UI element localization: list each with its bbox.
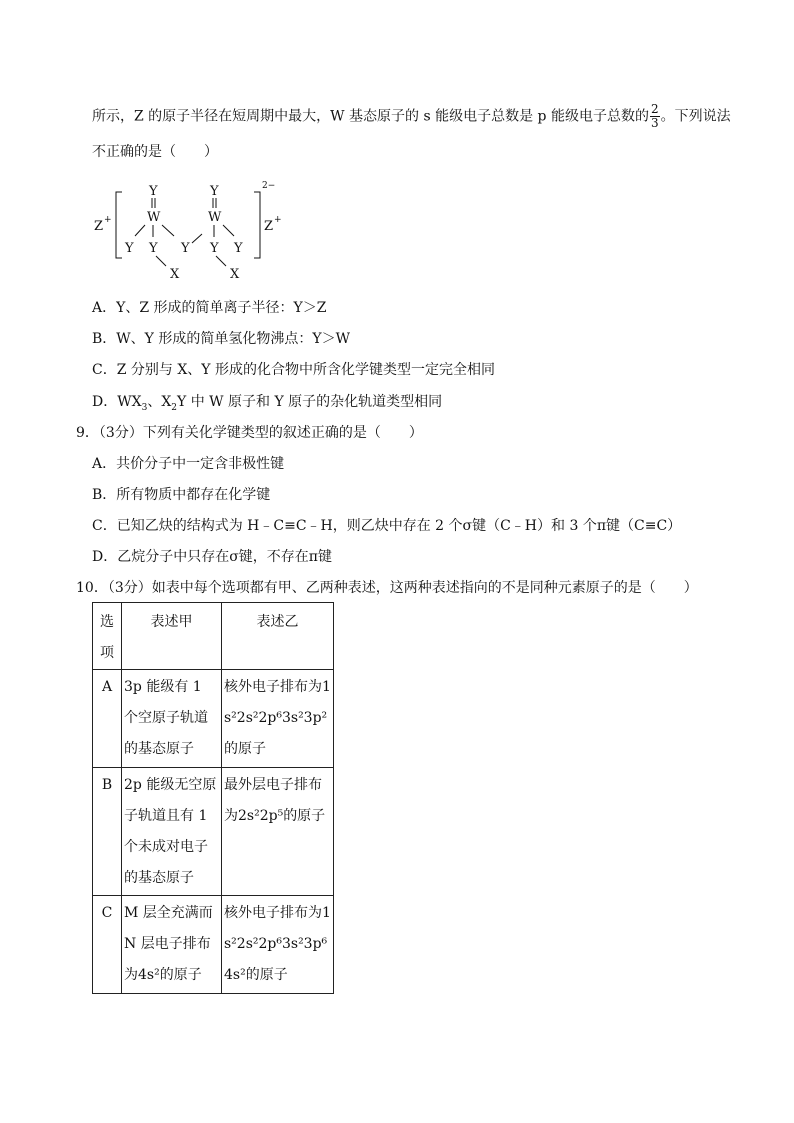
row-yi-cell <box>222 896 334 994</box>
atom-y-left-1: Y <box>125 241 134 256</box>
q8-option-c[interactable]: C．Z 分别与 X、Y 形成的化合物中所含化学键类型一定完全相同 <box>92 362 495 378</box>
table-row <box>93 768 334 896</box>
table-header-row <box>93 603 334 670</box>
q9-option-c[interactable]: C．已知乙炔的结构式为 H﹣C≡C﹣H，则乙炔中存在 2 个σ键（C﹣H）和 3 个π键（C≡C） <box>92 518 682 534</box>
option-d-sub: 3 <box>141 402 148 413</box>
header-yi: 表述乙 <box>222 603 334 670</box>
q8-stem-tail: 。下列说法 <box>660 108 731 125</box>
q9-stem: 9．（3分）下列有关化学键类型的叙述正确的是（ ） <box>76 425 423 441</box>
q9-option-d[interactable]: D．乙烷分子中只存在σ键，不存在π键 <box>92 549 332 565</box>
row-option-label: C <box>93 896 122 994</box>
q10-stem: 10．（3分）如表中每个选项都有甲、乙两种表述，这两种表述指向的不是同种元素原子的是（ ） <box>76 580 698 596</box>
cell-text <box>124 898 219 991</box>
table-row <box>93 896 334 994</box>
anion-charge: 2− <box>262 181 276 191</box>
cell-text <box>224 770 331 832</box>
cell-part: 的原子 <box>224 741 266 757</box>
atom-y-top-left: Y <box>149 184 158 199</box>
option-d-part: D．WX <box>92 394 142 410</box>
left-bracket <box>116 192 122 258</box>
right-bracket <box>254 192 260 258</box>
cell-text <box>224 898 331 991</box>
cell-text: 3p 能级有 1 个空原子轨道的基态原子 <box>124 679 208 757</box>
option-d-sub: 2 <box>171 402 178 413</box>
cell-part: 最外层电子排布为 <box>224 777 322 824</box>
fraction-two-thirds <box>650 103 660 130</box>
cation-left: Z <box>94 219 104 234</box>
header-option: 选项 <box>93 603 122 670</box>
atom-y-left-2: Y <box>149 241 158 256</box>
q8-option-d[interactable] <box>92 392 442 412</box>
option-d-part: 、X <box>147 394 172 410</box>
option-d-part: Y 中 W 原子和 Y 原子的杂化轨道类型相同 <box>177 394 443 410</box>
cation-right: Z <box>264 219 274 234</box>
atom-y-right-2: Y <box>234 241 243 256</box>
atom-w-left: W <box>147 210 161 225</box>
q8-stem-line2: 不正确的是（ ） <box>92 144 218 160</box>
q8-stem-text: 所示，Z 的原子半径在短周期中最大，W 基态原子的 s 能级电子总数是 p 能级电子总数的 <box>92 108 649 125</box>
electron-configuration: 1s²2s²2p⁶3s²3p⁶4s² <box>224 905 331 983</box>
electron-configuration: 2s²2p⁵ <box>238 808 284 824</box>
anion-structure-diagram <box>92 178 322 288</box>
q9-option-b[interactable]: B．所有物质中都存在化学键 <box>92 487 271 503</box>
table-row <box>93 670 334 768</box>
cation-left-charge: + <box>104 215 112 225</box>
cell-part: 核外电子排布为 <box>224 679 322 695</box>
cation-right-charge: + <box>274 215 282 225</box>
atom-y-top-right: Y <box>210 184 219 199</box>
q8-option-a[interactable]: A．Y、Z 形成的简单离子半径：Y＞Z <box>92 300 327 316</box>
cell-text: 2p 能级无空原子轨道且有 1 个未成对电子的基态原子 <box>124 777 217 886</box>
cell-part: 的原子 <box>159 967 202 983</box>
row-yi-cell <box>222 768 334 896</box>
row-jia-cell <box>122 768 222 896</box>
cell-part: M 层全充满而 N 层电子排布为 <box>124 905 213 983</box>
q10-comparison-table <box>92 602 334 994</box>
fraction-numerator: 2 <box>650 102 659 116</box>
q8-stem-line1 <box>92 103 731 130</box>
electron-configuration: 1s²2s²2p⁶3s²3p² <box>224 679 331 726</box>
electron-configuration: 4s² <box>138 967 160 983</box>
q8-option-b[interactable]: B．W、Y 形成的简单氢化物沸点：Y＞W <box>92 331 351 347</box>
cell-part: 核外电子排布为 <box>224 905 322 921</box>
row-option-label: B <box>93 768 122 896</box>
cell-text <box>224 672 331 765</box>
atom-y-bridge: Y <box>181 241 190 256</box>
row-jia-cell <box>122 670 222 768</box>
row-option-label: A <box>93 670 122 768</box>
fraction-denominator: 3 <box>650 116 659 130</box>
cell-part: 的原子 <box>283 808 326 824</box>
atom-y-right-1: Y <box>210 241 219 256</box>
cell-part: 的原子 <box>245 967 288 983</box>
row-jia-cell <box>122 896 222 994</box>
row-yi-cell <box>222 670 334 768</box>
atom-x-right: X <box>230 267 240 282</box>
header-jia: 表述甲 <box>122 603 222 670</box>
atom-x-left: X <box>170 267 180 282</box>
q9-option-a[interactable]: A．共价分子中一定含非极性键 <box>92 456 285 472</box>
atom-w-right: W <box>208 210 222 225</box>
